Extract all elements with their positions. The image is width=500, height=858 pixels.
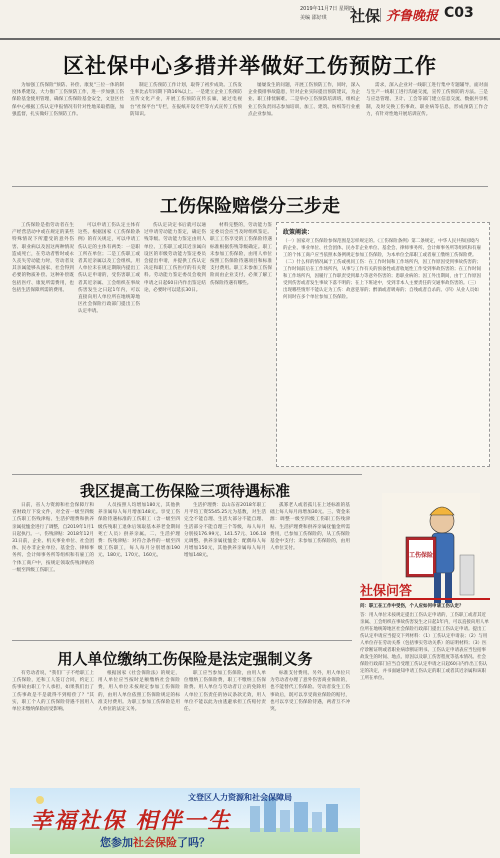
section3-title: 用人单位缴纳工伤保险是法定强制义务 (57, 650, 313, 668)
section1-paragraph-2: 可以申请工伤认定主体有这些。根据国家《工伤保险条例》的有关规定，可以申请工伤认定的主体有两类：一是职工所在单位；二是工伤职工或者其近亲属以及工会组织。用人单位未在规定期限内提出工伤认定申请的，受伤害职工或者其近亲属、工会组织在事故伤害发生之日起1年内，可以直接向用人单位所在地统筹地区社会保险行政部门提出工伤认定申请。 (78, 223, 140, 315)
qa-title: 社保问答 (360, 584, 413, 599)
section2-column-3 (184, 502, 266, 634)
section3-column-3 (184, 670, 266, 784)
section1-column-4 (210, 222, 272, 462)
banner-agency-name: 文登区人力资源和社会保障局 (188, 793, 292, 802)
section3-paragraph-2: 根据国家《社会保险法》的规定，用人单位应当按时足额缴纳社会保险费，用人单位未按规定参加工伤保险的，由用人单位依照工伤保险规定的标准支付费用。为职工参加工伤保险是用人单位的法定义务。 (98, 671, 180, 713)
section2-column-4 (270, 502, 350, 634)
section3-column-1 (12, 670, 94, 784)
section3-column-4 (270, 670, 350, 784)
masthead (0, 0, 500, 40)
banner-question-highlight: 社会保险 (133, 836, 177, 849)
section2-column-1 (12, 502, 94, 634)
section2-column-2 (98, 502, 180, 634)
editor-credit: 美编 邵好琪 (300, 15, 327, 21)
section-divider-1 (12, 186, 488, 187)
main-headline: 区社保中心多措并举做好工伤预防工作 (63, 54, 437, 78)
section1-title: 工伤保险赔偿分三步走 (160, 196, 340, 217)
lead-paragraph-4: 需求，深入企业对一线职工进行集中专题辅导，面对面与生产一线职工进行沟通交流，宣传工伤预防的方法。三是与应急管理、卫计、工会等部门建立信息交流、数据共享机制，及时交换工伤事故、职业病等信息，形成预防工作合力，有针对性地开展培训宣传。 (366, 83, 488, 117)
policy-box-text: （一）国家对工伤保险参保范围是怎样规定的。《工伤保险条例》第二条规定，中华人民共和国境内的企业、事业单位、社会团体、民办非企业单位、基金会、律师事务所、会计师事务所等组织和有雇工的个体工商户应当依照本条例规定参加工伤保险，为本单位全部职工或者雇工缴纳工伤保险费。（二）什么样的情况属于工伤或视同工伤：在工作时间和工作场所内，因工作原因受到事故伤害的；工作时间前后在工作场所内，从事与工作有关的预备性或者收尾性工作受到事故伤害的；在工作时间和工作场所内，因履行工作职责受到暴力等意外伤害的；患职业病的；因工外出期间，由于工作原因受到伤害或者发生事故下落不明的；在上下班途中，受到非本人主要责任的交通事故伤害的。（三）出现哪些情形不能认定为工伤：故意犯罪的；醉酒或者吸毒的；自残或者自杀的。（四）从业人员如何同时在多个单位参加工伤保险。 (283, 239, 481, 300)
section1-column-1 (12, 222, 74, 462)
lead-column-2 (130, 82, 242, 182)
lead-paragraph-1: 为加强工伤保险"预防、补偿、康复"三位一体的制度体系建设，大力推广工伤预防工作，进一步加强工伤保险基金使用管理，确保工伤保险基金安全，文登区社保中心根据工伤认定申报情况有针对性地采取措施，加强监督，扎实做好工伤预防工作。 (12, 83, 124, 117)
lead-column-4 (366, 82, 488, 182)
illustration-label: 工伤保险 (408, 552, 434, 559)
section1-column-2 (78, 222, 140, 462)
lead-column-3 (248, 82, 360, 182)
social-security-banner (10, 788, 360, 854)
section3-paragraph-1: 有劳动者说，"我们厂子不给职工上工伤保险，还和工人签订合同，约定工伤事故由职工个人承担，如果我们出了工伤事故是不是就得不到赔偿了？"其实，职工个人的工伤保险待遇不因用人单位未缴纳保险而受影响。 (12, 671, 94, 713)
issue-date: 2019年11月7日 星期四 (300, 6, 354, 12)
section2-paragraph-4: 孤寡老人或者孤儿在上述标准的基础上每人每月再增加30元。三、资金来源：调整一级至四级工伤职工伤残津贴、生活护理费和供养亲属抚恤金所需费用，已参加工伤保险的，从工伤保险基金中支付；未参加工伤保险的，由用人单位支付。 (270, 503, 350, 552)
banner-question (100, 834, 210, 850)
lead-paragraph-2: 制定工伤预防工作计划，取得了初步成效。工伤发生率比去年同期下降16%以上。一是建立企业工伤预防宣传文化产业，开展工伤预防宣传长廊，通过电视台"社保平台"专栏，在报纸开设专栏等方式宣传工伤预防知识。 (130, 83, 242, 117)
section3-column-2 (98, 670, 180, 784)
qa-box (360, 598, 490, 854)
section-divider-2 (12, 474, 362, 475)
lead-paragraph-3: 屡屡发生的问题，开展工伤预防工作，同时，深入企业摸排事故隐患，针对企业实际提出预防建议，为企业、职工排忧解难。二是举办工伤预防培训班，组织企业工伤负责同志参加培训，加工、建筑、纺织等行业重点企业参加。 (248, 83, 360, 117)
page-number: C03 (444, 5, 474, 21)
section3-paragraph-3: 职工应当参加工伤保险，由用人单位缴纳工伤保险费，职工不缴纳工伤保险费。用人单位与劳动者订立的免除用人单位工伤责任的协议条款无效，用人单位不能以此为由逃避承担工伤赔付责任。 (184, 671, 266, 713)
banner-question-prefix: 您参加 (100, 836, 133, 849)
section2-paragraph-2: 人员按照人均增加180元，其他供养亲属每人每月增加148元。享受工伤保险待遇标准的工伤职工（含一级至四级伤残职工退休后领取基本养老金期间死亡人员）供养亲属。二、生活护理费：伤残津贴：对符合条件的一级至四级工伤职工，每人每月分别增加190元、180元、170元、160元。 (98, 503, 180, 559)
section1-paragraph-4: 材料完整的，劳动能力鉴定委员会应当及时组织鉴定。职工工伤享受的工伤保险待遇标准根据伤残等级确定。职工未参加工伤保险，由用人单位按照工伤保险待遇项目和标准支付费用。职工未参加工伤保险而由企业支付，必须了解工伤保险待遇有哪些。 (210, 223, 272, 286)
section2-paragraph-1: 日前，省人力资源和社会保障厅和省财政厅下发文件，对全省一级至四级工伤职工伤残津贴、生活护理费和供养亲属抚恤金进行了调整，自2019年1月1日起执行。一、伤残津贴：2018年12月31日前，企业、机关事业单位、社会团体、民办非企业单位、基金会、律师事务所、会计师事务所等组织和有雇工的个体工商户中，按规定领取伤残津贴的一级至四级工伤职工。 (12, 503, 94, 573)
newspaper-logo: 齐鲁晚报 (386, 9, 439, 24)
section2-title: 我区提高工伤保险三项待遇标准 (79, 482, 290, 500)
lead-column-1 (12, 82, 124, 182)
qa-question: 问：职工在工作中受伤，个人应如何申请工伤认定？ (360, 604, 464, 609)
policy-box-title: 政策阐读： (283, 229, 314, 236)
banner-slogan: 幸福社保 相伴一生 (30, 808, 232, 834)
qa-answer: 答：用人单位未按规定提出工伤认定申请的，工伤职工或者其近亲属、工会组织在事故伤害发生之日起1年内，可以直接向用人单位所在地统筹地区社会保险行政部门提出工伤认定申请。提出工伤认定申请应当提交下列材料：（1）工伤认定申请表；（2）与用人单位存在劳动关系（包括事实劳动关系）的证明材料；（3）医疗诊断证明或者职业病诊断证明书。工伤认定申请表应当包括事故发生的时间、地点、原因以及职工伤害程度等基本情况。社会保险行政部门应当自受理工伤认定申请之日起60日内作出工伤认定的决定，并书面通知申请工伤认定的职工或者其近亲属和该职工所在单位。 (360, 613, 489, 681)
section1-paragraph-1: 工伤保险是指劳动者在生产经营活动中或在规定的某些特殊情况下所遭受的意外伤害、职业病以及因这两种情况造成死亡，在劳动者暂时或永久丧失劳动能力时，劳动者及其亲属能够从国家、社会得到必要的物质补偿。这种补偿既包括医疗、康复所需费用，也包括生活保障所需的费用。 (12, 223, 74, 293)
section1-column-3 (144, 222, 206, 462)
section-divider-3 (12, 640, 352, 641)
policy-explanation-box (276, 222, 490, 467)
banner-question-suffix: 了吗？ (177, 836, 210, 849)
section2-paragraph-3: 生活护理费：以山东省2018年职工月平均工资5545.25元为基数，对生活完全不能自理、生活大部分不能自理、生活部分不能自理三个等级，每人每月分别按176.99元、141.57元、106.18元调整。供养亲属抚恤金：配偶每人每月增加150元，其他供养亲属每人每月增加148元。 (184, 503, 266, 559)
section1-paragraph-3: 伤认定决定书后就可以通过申请劳动能力鉴定，确定伤残等级。劳动能力鉴定由用人单位、工伤职工或其近亲属向设区的市级劳动能力鉴定委员会提出申请，并提供工伤认定决定和职工工伤医疗的有关资料。劳动能力鉴定委员会收到申请之日起60日内作出鉴定结论，必要时可以延长30日。 (144, 223, 206, 293)
section3-paragraph-4: 标准支付费用。另外，用人单位只为劳动者办理了意外伤害商业保险的，也不能替代工伤保险。劳动者发生工伤事故后，既可以享受商业保险的赔付，也可以享受工伤保险待遇，两者互不冲突。 (270, 671, 350, 713)
section-name: 社保 (350, 7, 381, 25)
masthead-separator (380, 8, 381, 22)
